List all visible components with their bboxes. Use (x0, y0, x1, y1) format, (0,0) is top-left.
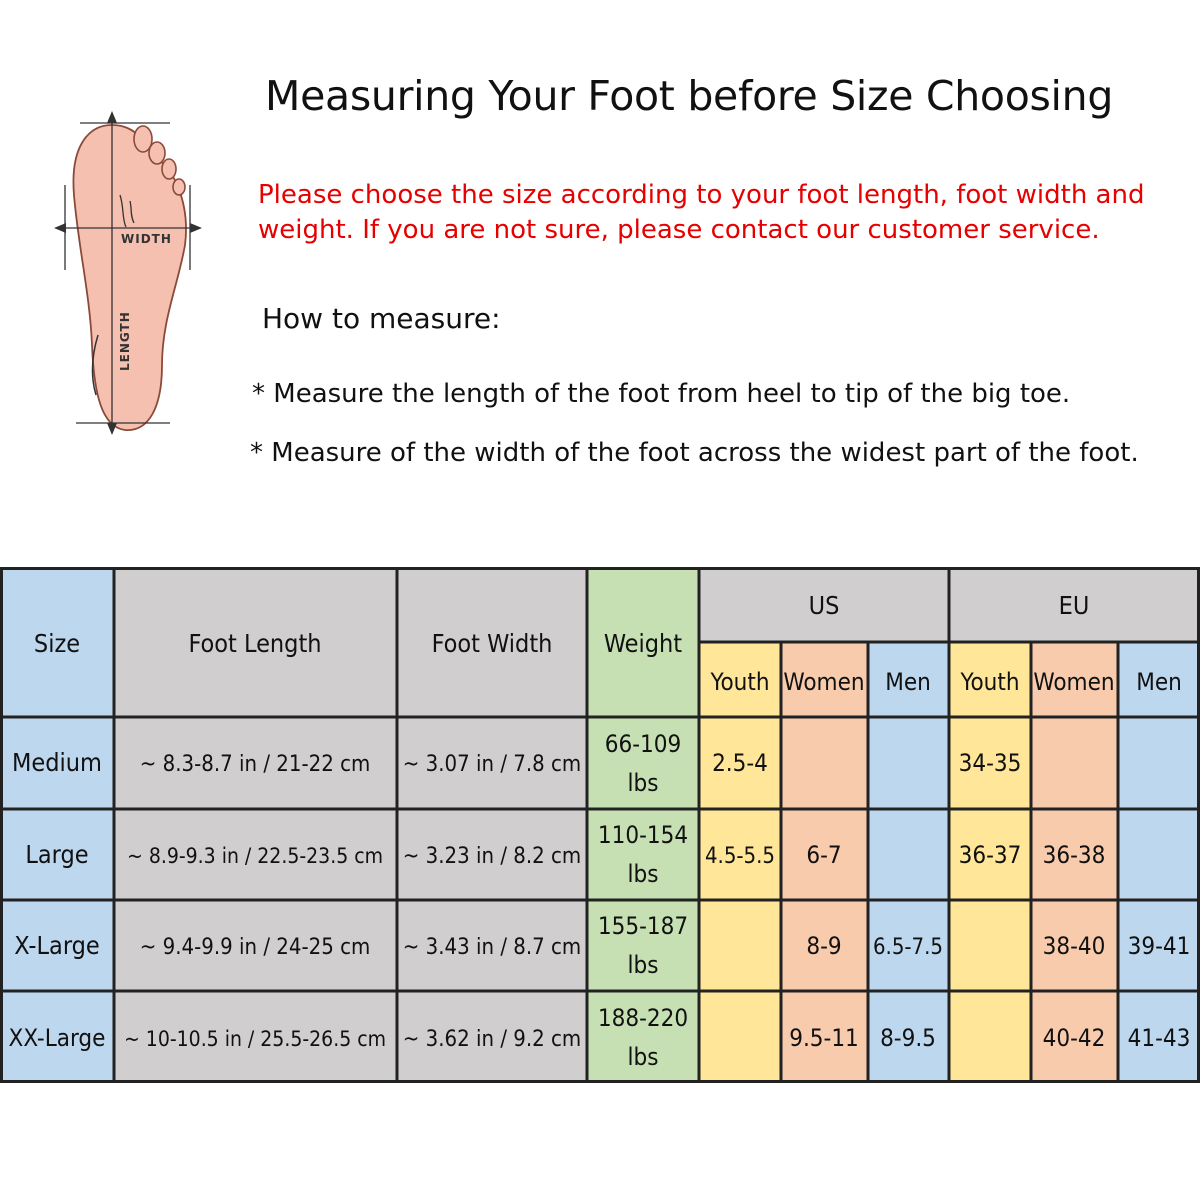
header-us-men: Men (885, 668, 931, 696)
cell-size: Large (25, 840, 89, 869)
header-us: US (808, 591, 840, 620)
cell-foot-width: ~ 3.07 in / 7.8 cm (402, 752, 582, 777)
page-title: Measuring Your Foot before Size Choosing (265, 72, 1114, 120)
size-chart-table (0, 567, 1200, 1083)
cell-foot-width: ~ 3.62 in / 9.2 cm (402, 1027, 582, 1052)
toe-3 (149, 142, 165, 164)
cell-weight-range: 66-109 (604, 730, 682, 758)
cell-eu-women: 40-42 (1042, 1024, 1106, 1052)
length-label: LENGTH (118, 311, 132, 371)
cell-weight-range: 188-220 (597, 1004, 689, 1032)
cell-size: X-Large (14, 931, 100, 960)
cell-us-women: 6-7 (806, 841, 842, 869)
header-size: Size (33, 629, 81, 658)
header-eu-men: Men (1136, 668, 1182, 696)
cell-weight-range: 110-154 (597, 821, 689, 849)
header-foot-width: Foot Width (431, 629, 553, 658)
cell-foot-width: ~ 3.43 in / 8.7 cm (402, 935, 582, 960)
cell-eu-youth: 34-35 (958, 749, 1022, 777)
size-advice-note: Please choose the size according to your foot length, foot width and weight. If you are not sure, please contact our customer service. (258, 180, 1145, 245)
header-eu: EU (1058, 591, 1090, 620)
cell-us-youth: 4.5-5.5 (704, 844, 776, 869)
cell-weight-unit: lbs (627, 860, 659, 888)
cell-foot-length: ~ 8.3-8.7 in / 21-22 cm (139, 752, 371, 777)
cell-weight-unit: lbs (627, 1043, 659, 1071)
cell-foot-length: ~ 9.4-9.9 in / 24-25 cm (139, 935, 371, 960)
cell-foot-length: ~ 8.9-9.3 in / 22.5-23.5 cm (126, 844, 384, 868)
length-arrow-bottom-icon (107, 423, 117, 435)
header-weight: Weight (603, 629, 683, 658)
cell-size: XX-Large (8, 1024, 106, 1052)
cell-eu-women: 36-38 (1042, 841, 1106, 869)
cell-us-women: 8-9 (806, 932, 842, 960)
foot-measure-diagram (40, 95, 240, 445)
toe-4 (162, 159, 176, 179)
header-us-women: Women (783, 668, 865, 696)
header-foot-length: Foot Length (188, 629, 322, 658)
how-to-measure-heading: How to measure: (262, 302, 501, 335)
width-label: WIDTH (121, 232, 172, 246)
header-eu-youth: Youth (960, 668, 1020, 696)
cell-weight-unit: lbs (627, 951, 659, 979)
cell-eu-youth: 36-37 (958, 841, 1022, 869)
width-arrow-right-icon (190, 223, 202, 233)
length-arrow-top-icon (107, 111, 117, 123)
us-men-column-bg (868, 642, 949, 1083)
header-us-youth: Youth (710, 668, 770, 696)
cell-eu-women: 38-40 (1042, 932, 1106, 960)
cell-eu-men: 41-43 (1127, 1024, 1191, 1052)
cell-foot-width: ~ 3.23 in / 8.2 cm (402, 844, 582, 869)
width-arrow-left-icon (54, 223, 66, 233)
eu-men-column-bg (1118, 642, 1200, 1083)
toe-5 (173, 179, 185, 195)
cell-foot-length: ~ 10-10.5 in / 25.5-26.5 cm (123, 1027, 387, 1051)
cell-us-youth: 2.5-4 (712, 749, 768, 777)
cell-us-women: 9.5-11 (789, 1024, 859, 1052)
cell-size: Medium (12, 748, 102, 777)
cell-eu-men: 39-41 (1127, 932, 1191, 960)
cell-weight-range: 155-187 (597, 912, 689, 940)
cell-weight-unit: lbs (627, 769, 659, 797)
header-eu-women: Women (1033, 668, 1115, 696)
cell-us-men: 8-9.5 (880, 1024, 936, 1052)
measure-width-instruction: * Measure of the width of the foot across the widest part of the foot. (250, 438, 1139, 468)
measure-length-instruction: * Measure the length of the foot from heel to tip of the big toe. (252, 379, 1071, 409)
cell-us-men: 6.5-7.5 (872, 935, 944, 960)
